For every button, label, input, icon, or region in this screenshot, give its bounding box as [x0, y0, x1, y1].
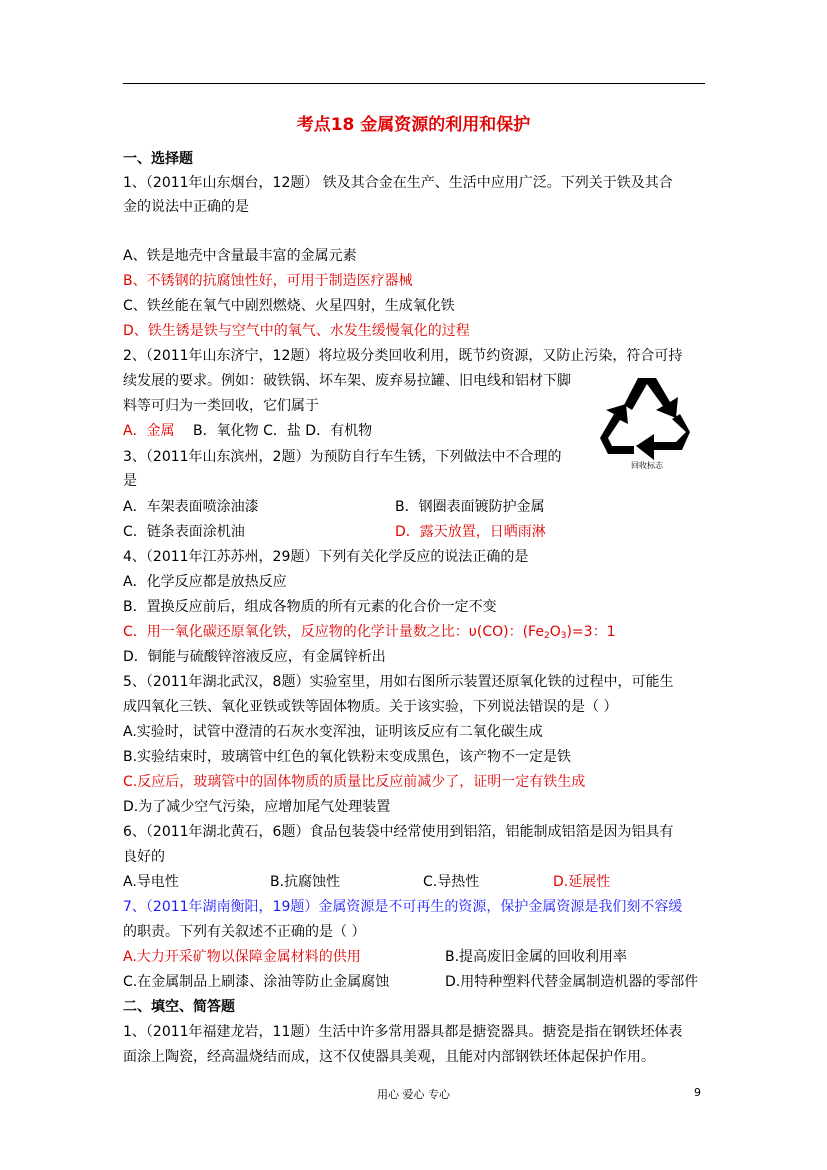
q1-stem-line1: 1、（2011年山东烟台，12题） 铁及其合金在生产、生活中应用广泛。下列关于铁及其合 — [123, 175, 673, 191]
q7-stem-line2: 的职责。下列有关叙述不正确的是（ ） — [123, 924, 366, 940]
q2-options — [123, 420, 372, 440]
q3-option-a: A．车架表面喷涂油漆 — [123, 499, 259, 515]
q4-stem: 4、（2011年江苏苏州，29题）下列有关化学反应的说法正确的是 — [123, 549, 529, 565]
recycle-logo-caption: 回收标志 — [631, 461, 663, 470]
q4-option-a: A．化学反应都是放热反应 — [123, 574, 287, 590]
q7-option-b: B.提高废旧金属的回收利用率 — [445, 949, 628, 965]
q6-stem-line1: 6、（2011年湖北黄石，6题）食品包装袋中经常使用到铝箔，铝能制成铝箔是因为铝具有 — [123, 824, 674, 840]
q1-stem-line2: 金的说法中正确的是 — [123, 199, 249, 215]
fill-q1-line2: 面涂上陶瓷，经高温烧结而成，这不仅使器具美观，且能对内部钢铁坯体起保护作用。 — [123, 1049, 655, 1065]
page-footer: 用心 爱心 专心 — [377, 1088, 450, 1101]
q4-option-d: D．铜能与硫酸锌溶液反应，有金属锌析出 — [123, 649, 386, 665]
q2-stem-line3: 料等可归为一类回收，它们属于 — [123, 398, 319, 414]
q3-option-d: D．露天放置，日晒雨淋 — [395, 524, 546, 540]
q5-option-a: A.实验时，试管中澄清的石灰水变浑浊，证明该反应有二氧化碳生成 — [123, 724, 543, 740]
q2-stem-line2: 续发展的要求。例如：破铁锅、坏车架、废弃易拉罐、旧电线和铝材下脚 — [123, 373, 571, 389]
q7-stem-line1: 7、（2011年湖南衡阳，19题）金属资源是不可再生的资源，保护金属资源是我们刻不容缓 — [123, 899, 683, 915]
q5-stem-line1: 5、（2011年湖北武汉，8题）实验室里，用如右图所示装置还原氧化铁的过程中，可能生 — [123, 674, 674, 690]
q5-option-c: C.反应后，玻璃管中的固体物质的质量比反应前减少了，证明一定有铁生成 — [123, 774, 586, 790]
q1-option-c: C、铁丝能在氧气中剧烈燃烧、火星四射，生成氧化铁 — [123, 298, 455, 314]
q3-stem-line2: 是 — [123, 473, 137, 489]
q4-option-c: C．用一氧化碳还原氧化铁，反应物的化学计量数之比：υ(CO)：$(Fe_2O_3)=3$：1 — [123, 624, 616, 641]
header-rule — [123, 83, 705, 84]
q6-option-a: A.导电性 — [123, 874, 179, 890]
q6-option-c: C.导热性 — [423, 874, 480, 890]
q1-option-d: D、铁生锈是铁与空气中的氧气、水发生缓慢氧化的过程 — [123, 323, 470, 339]
q2-stem-line1: 2、（2011年山东济宁，12题）将垃圾分类回收利用，既节约资源，又防止污染，符合可持 — [123, 348, 683, 364]
q3-option-c: C．链条表面涂机油 — [123, 524, 245, 540]
q6-option-d: D.延展性 — [553, 874, 611, 890]
fill-q1-line1: 1、（2011年福建龙岩，11题）生活中许多常用器具都是搪瓷器具。搪瓷是指在钢铁坯体表 — [123, 1024, 683, 1040]
q3-option-b: B．钢圈表面镀防护金属 — [395, 499, 545, 515]
q5-option-b: B.实验结束时，玻璃管中红色的氧化铁粉末变成黑色，该产物不一定是铁 — [123, 749, 572, 765]
q1-option-a: A、铁是地壳中含量最丰富的金属元素 — [123, 248, 357, 264]
page-number: 9 — [694, 1086, 701, 1099]
q4-option-b: B．置换反应前后，组成各物质的所有元素的化合价一定不变 — [123, 599, 497, 615]
section-heading-fill: 二、填空、简答题 — [123, 999, 235, 1015]
q7-option-a: A.大力开采矿物以保障金属材料的供用 — [123, 949, 361, 965]
q5-option-d: D.为了减少空气污染，应增加尾气处理装置 — [123, 799, 391, 815]
q6-option-b: B.抗腐蚀性 — [270, 874, 341, 890]
q3-stem-line1: 3、（2011年山东滨州，2题）为预防自行车生锈，下列做法中不合理的 — [123, 449, 562, 465]
section-heading-choice: 一、选择题 — [123, 151, 193, 167]
q2-options-rest: B．氧化物 C．盐 D．有机物 — [193, 423, 373, 439]
q5-stem-line2: 成四氧化三铁、氧化亚铁或铁等固体物质。关于该实验，下列说法错误的是（ ） — [123, 699, 618, 715]
q7-option-c: C.在金属制品上刷漆、涂油等防止金属腐蚀 — [123, 974, 390, 990]
q1-option-b: B、不锈钢的抗腐蚀性好，可用于制造医疗器械 — [123, 273, 413, 289]
q7-option-d: D.用特种塑料代替金属制造机器的零部件 — [445, 974, 699, 990]
page-title: 考点18 金属资源的利用和保护 — [296, 115, 531, 135]
q6-stem-line2: 良好的 — [123, 849, 165, 865]
q2-option-a: A．金属 — [123, 423, 175, 439]
recycle-logo-icon — [596, 374, 698, 470]
